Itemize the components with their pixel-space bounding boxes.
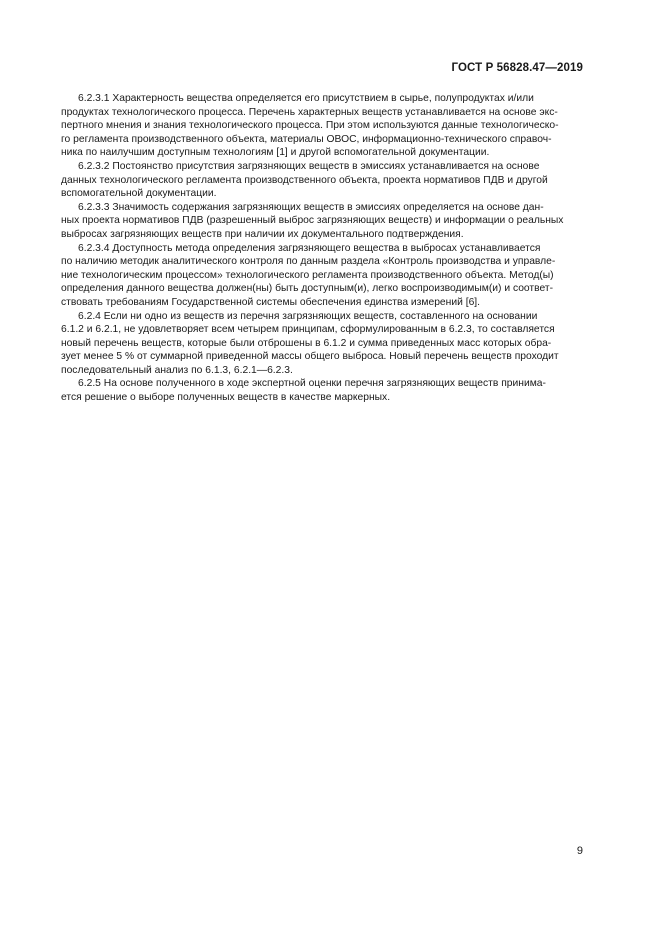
paragraph-6-2-3-4: 6.2.3.4 Доступность метода определения загрязняющего вещества в выбросах устанавливается по наличию методик аналитического контроля по данным раздела «Контроль производства и управле- ние технологическим процессом» технологического регламента производственного объекта. Метод(ы) определения данного вещества должен(ны) быть доступным(и), легко воспроизводимым(и) и соответ- ствовать требованиям Государственной системы обеспечения единства измерений [6].	[61, 242, 556, 308]
page-number: 9	[576, 845, 583, 857]
paragraph-6-2-3-3: 6.2.3.3 Значимость содержания загрязняющих веществ в эмиссиях определяется на основе дан- ных проекта нормативов ПДВ (разрешенный выброс загрязняющих веществ) и информации о реальных выбросах загрязняющих веществ при наличии их документального подтверждения.	[61, 201, 564, 240]
paragraph-6-2-3-1: 6.2.3.1 Характерность вещества определяется его присутствием в сырье, полупродуктах и/или продуктах технологического процесса. Перечень характерных веществ устанавливается на основе экс- пертного мнения и знания технологического процесса. При этом используются данные технологическо- го регламента производственного объекта, материалы ОВОС, информационно-технического справоч- ника по наилучшим доступным технологиям [1] и другой вспомогательной документации.	[61, 93, 559, 159]
paragraph-6-2-5: 6.2.5 На основе полученного в ходе экспертной оценки перечня загрязняющих веществ принима- ется решение о выборе полученных веществ в качестве маркерных.	[61, 378, 546, 404]
paragraph-6-2-3-2: 6.2.3.2 Постоянство присутствия загрязняющих веществ в эмиссиях устанавливается на основе данных технологического регламента производственного объекта, проекта нормативов ПДВ и другой вспомогательной документации.	[61, 160, 548, 200]
document-code: ГОСТ Р 56828.47—2019	[451, 62, 583, 74]
paragraph-6-2-4: 6.2.4 Если ни одно из веществ из перечня загрязняющих веществ, составленного на основании 6.1.2 и 6.2.1, не удовлетворяет всем четырем принципам, сформулированным в 6.2.3, то составляется новый перечень веществ, которые были отброшены в 6.1.2 и сумма приведенных масс которых обра- зует менее 5 % от суммарной приведенной массы общего выброса. Новый перечень веществ проходит последовательный анализ по 6.1.3, 6.2.1—6.2.3.	[61, 310, 559, 376]
document-body	[61, 92, 583, 405]
